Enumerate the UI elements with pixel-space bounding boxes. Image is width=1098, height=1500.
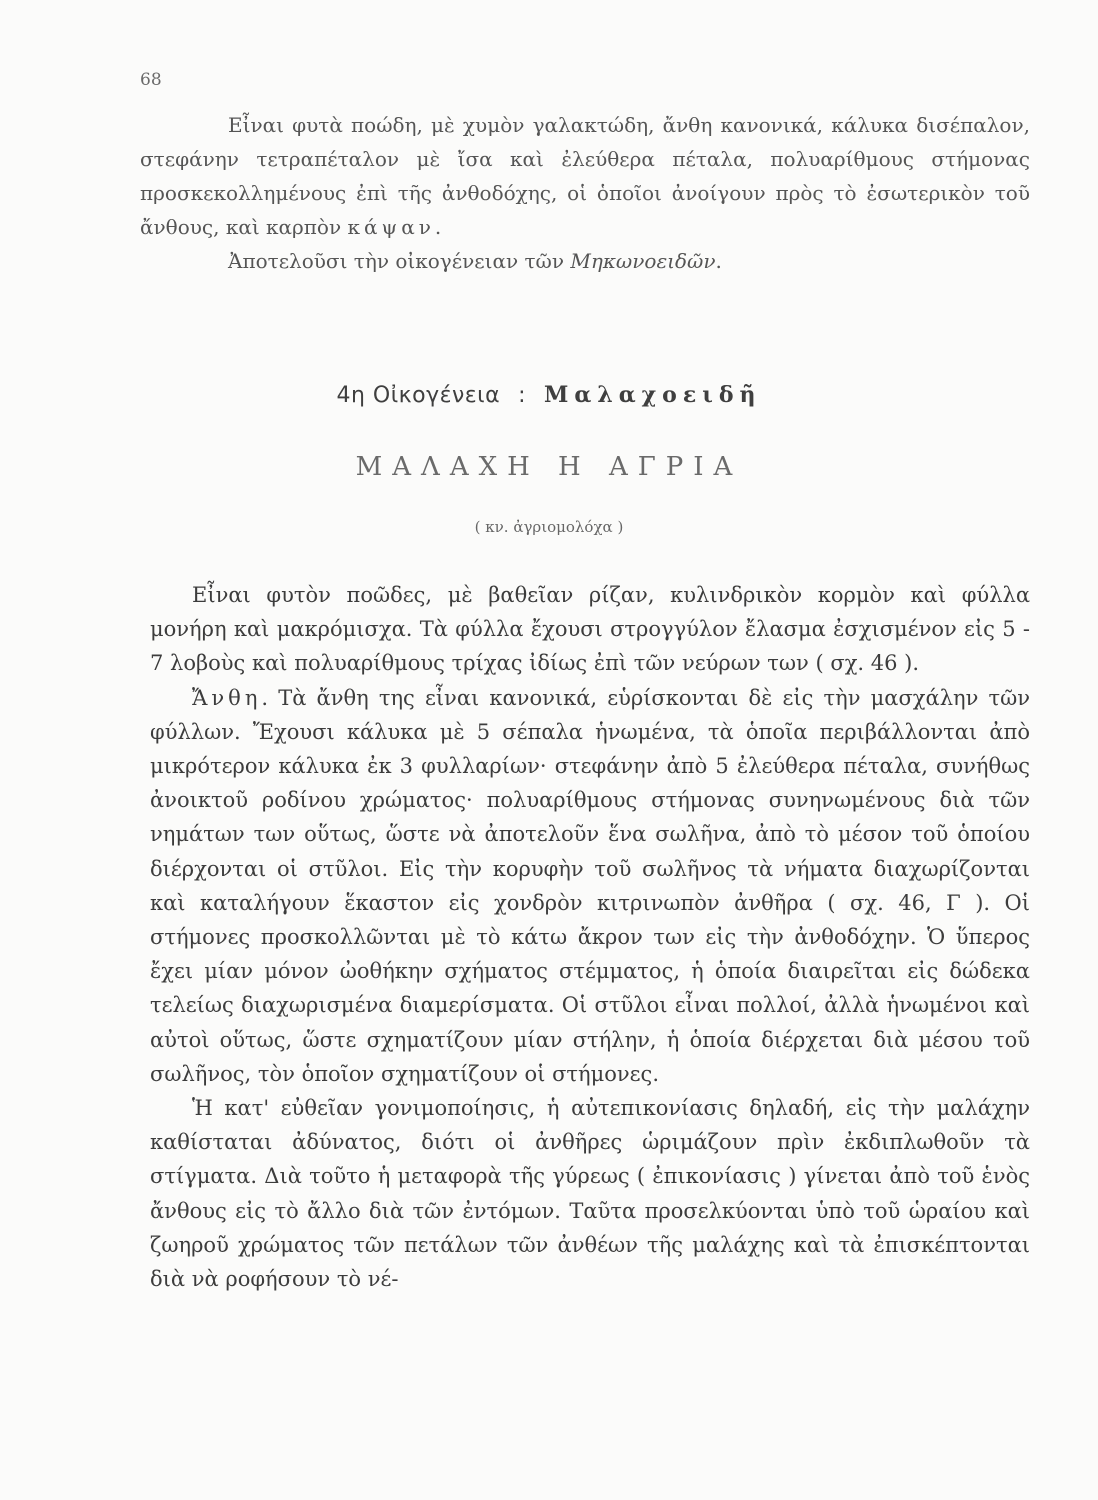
intro-family-sentence bbox=[140, 244, 1030, 278]
intro-section bbox=[140, 108, 1030, 278]
species-title: ΜΑΛΑΧΗ Η ΑΓΡΙΑ bbox=[355, 452, 743, 482]
page-number: 68 bbox=[140, 70, 162, 90]
intro-family-sentence-end: . bbox=[715, 249, 722, 273]
intro-paragraph bbox=[140, 108, 1030, 244]
intro-family-sentence-text: Ἀποτελοῦσι τὴν οἰκογένειαν τῶν bbox=[228, 249, 564, 273]
body-paragraph-flowers bbox=[150, 681, 1030, 1091]
flowers-text: . Τὰ ἄνθη της εἶναι κανονικά, εὑρίσκονται δὲ εἰς τὴν μασχάλην τῶν φύλλων. Ἔχουσι κάλυκα μὲ 5 σέπαλα ἡνωμένα, τὰ ὁποῖα περιβάλλονται ἀπὸ μικρότερον κάλυκα ἐκ 3 φυλλαρίων· στεφάνην ἀπὸ 5 ἐλεύθερα πέταλα, συνήθως ἀνοικτοῦ ροδίνου χρώματος· πολυαρίθμους στήμονας συνηνωμένους διὰ τῶν νημάτων των οὕτως, ὥστε νὰ ἀποτελοῦν ἕνα σωλῆνα, ἀπὸ τὸ μέσον τοῦ ὁποίου διέρχονται οἱ στῦλοι. Εἰς τὴν κορυφὴν τοῦ σωλῆνος τὰ νήματα διαχωρίζονται καὶ καταλήγουν ἕκαστον εἰς χονδρὸν κιτρινωπὸν ἀνθῆρα ( σχ. 46, Γ ). Οἱ στήμονες προσκολλῶνται μὲ τὸ κάτω ἄκρον των εἰς τὴν ἀνθοδόχην. Ὁ ὕπερος ἔχει μίαν μόνον ὠοθήκην σχήματος στέμματος, ἡ ὁποία διαιρεῖται εἰς δώδεκα τελείως διαχωρισμένα διαμερίσματα. Οἱ στῦλοι εἶναι πολλοί, ἀλλὰ ἡνωμένοι καὶ αὐτοὶ οὕτως, ὥστε σχηματίζουν μίαν στήλην, ἡ ὁποία διέρχεται διὰ μέσου τοῦ σωλῆνος, τὸν ὁποῖον σχηματίζουν οἱ στήμονες. bbox=[150, 685, 1030, 1086]
family-separator: : bbox=[518, 383, 527, 408]
body-section bbox=[150, 578, 1030, 1296]
body-paragraph-description: Εἶναι φυτὸν ποῶδες, μὲ βαθεῖαν ρίζαν, κυλινδρικὸν κορμὸν καὶ φύλλα μονήρη καὶ μακρόμισχα. Τὰ φύλλα ἔχουσι στρογγύλον ἔλασμα ἐσχισμένον εἰς 5 - 7 λοβοὺς καὶ πολυαρίθμους τρίχας ἰδίως ἐπὶ τῶν νεύρων των ( σχ. 46 ). bbox=[150, 583, 1030, 676]
species-common-name: ( κν. ἀγριομολόχα ) bbox=[474, 518, 624, 536]
family-name: Μαλαχοειδῆ bbox=[544, 382, 762, 408]
family-number: 4η Οἰκογένεια bbox=[336, 383, 501, 408]
intro-family-name: Μηκωνοειδῶν bbox=[570, 249, 716, 273]
intro-paragraph-spaced-word: κάψαν. bbox=[347, 215, 446, 239]
family-heading bbox=[0, 382, 1098, 408]
intro-paragraph-text: Εἶναι φυτὰ ποώδη, μὲ χυμὸν γαλακτώδη, ἄνθη κανονικά, κάλυκα δισέπαλον, στεφάνην τετραπέταλον μὲ ἴσα καὶ ἐλεύθερα πέταλα, πολυαρίθμους στήμονας προσκεκολλημένους ἐπὶ τῆς ἀνθοδόχης, οἱ ὁποῖοι ἀνοίγουν πρὸς τὸ ἐσωτερικὸν τοῦ ἄνθους, καὶ καρπὸν bbox=[140, 113, 1030, 239]
flowers-label: Ἄνθη bbox=[192, 685, 262, 710]
body-paragraph-pollination: Ἡ κατ' εὐθεῖαν γονιμοποίησις, ἡ αὐτεπικονίασις δηλαδή, εἰς τὴν μαλάχην καθίσταται ἀδύνατος, διότι οἱ ἀνθῆρες ὡριμάζουν πρὶν ἐκδιπλωθοῦν τὰ στίγματα. Διὰ τοῦτο ἡ μεταφορὰ τῆς γύρεως ( ἐπικονίασις ) γίνεται ἀπὸ τοῦ ἑνὸς ἄνθους εἰς τὸ ἄλλο διὰ τῶν ἐντόμων. Ταῦτα προσελκύονται ὑπὸ τοῦ ὡραίου καὶ ζωηροῦ χρώματος τῶν πετάλων τῶν ἀνθέων τῆς μαλάχης καὶ τὰ ἐπισκέπτονται διὰ νὰ ροφήσουν τὸ νέ- bbox=[150, 1096, 1030, 1292]
